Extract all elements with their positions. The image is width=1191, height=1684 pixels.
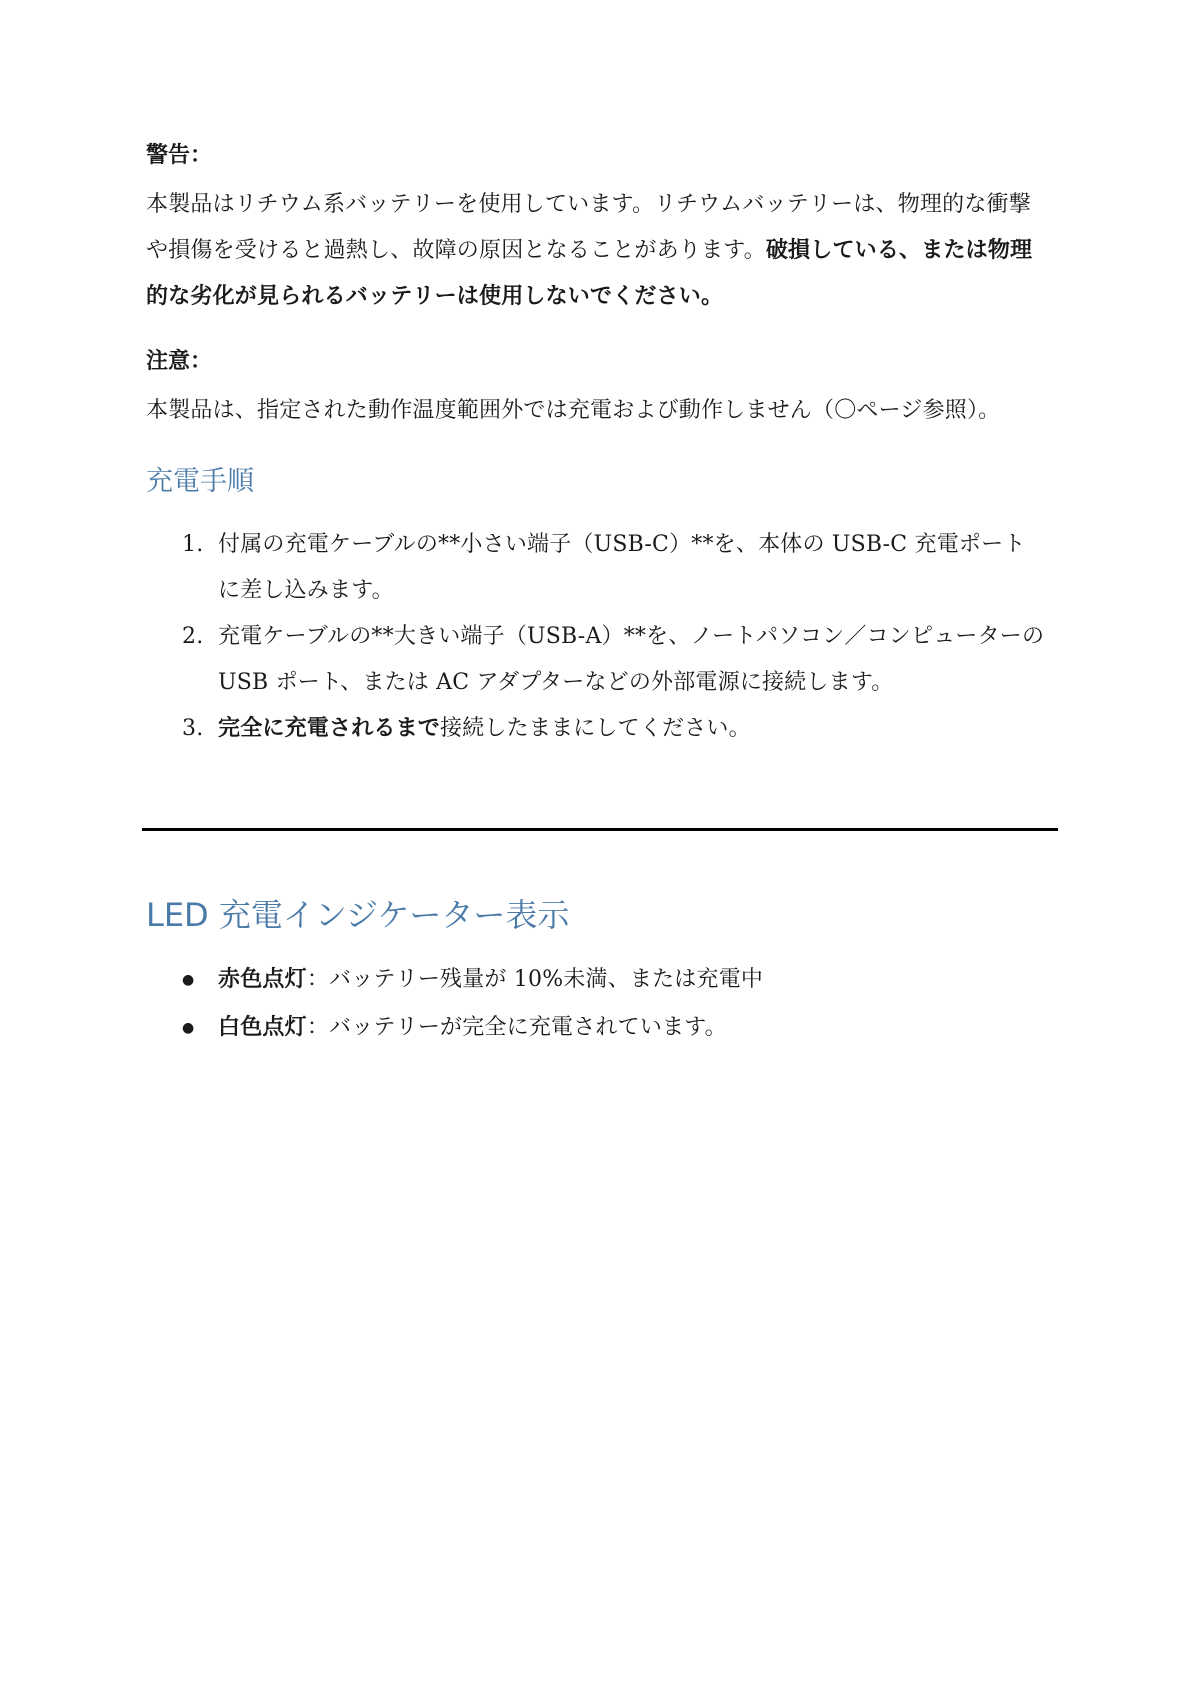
step-number: 2. [182,624,204,649]
warning-body: 本製品はリチウム系バッテリーを使用しています。リチウムバッテリーは、物理的な衝撃や損傷を受けると過熱し、故障の原因となることがあります。 [146,192,1031,263]
step-text: 接続したままにしてください。 [440,716,751,741]
led-indicator-name: 白色点灯 [218,1015,307,1040]
charging-heading: 充電手順 [146,466,254,497]
led-heading: LED 充電インジケーター表示 [146,896,570,934]
led-indicator-desc: ：バッテリー残量が 10%未満、または充電中 [306,967,764,992]
led-section [146,892,1046,1052]
step-number: 3. [182,716,204,741]
charging-steps-list [146,522,1046,752]
caution-text: 本製品は、指定された動作温度範囲外では充電および動作しません（〇ページ参照）。 [146,398,1001,423]
led-indicator-item [146,1004,1046,1052]
charging-step [146,706,1046,752]
step-text: 充電ケーブルの**大きい端子（USB-A）**を、ノートパソコン／コンピューターの USB ポート、または AC アダプターなどの外部電源に接続します。 [218,624,1045,695]
caution-label: 注意： [146,349,213,374]
section-divider [142,828,1058,831]
charging-step [146,614,1046,706]
warning-bold-text: 破損している、または物理的な劣化が見られるバッテリーは使用しないでください。 [146,238,1033,309]
led-indicator-name: 赤色点灯 [218,967,307,992]
led-indicator-list [146,956,1046,1052]
led-indicator-desc: ：バッテリーが完全に充電されています。 [306,1015,727,1040]
charging-step [146,522,1046,614]
step-number: 1. [182,532,204,557]
led-indicator-item [146,956,1046,1004]
step-bold-text: 完全に充電されるまで [218,716,441,741]
warning-text [146,182,1046,320]
bullet-icon: ● [182,972,195,988]
step-text: 付属の充電ケーブルの**小さい端子（USB-C）**を、本体の USB-C 充電ポートに差し込みます。 [218,532,1026,603]
bullet-icon: ● [182,1020,195,1036]
warning-label: 警告： [146,143,213,168]
document-page [146,140,1046,752]
